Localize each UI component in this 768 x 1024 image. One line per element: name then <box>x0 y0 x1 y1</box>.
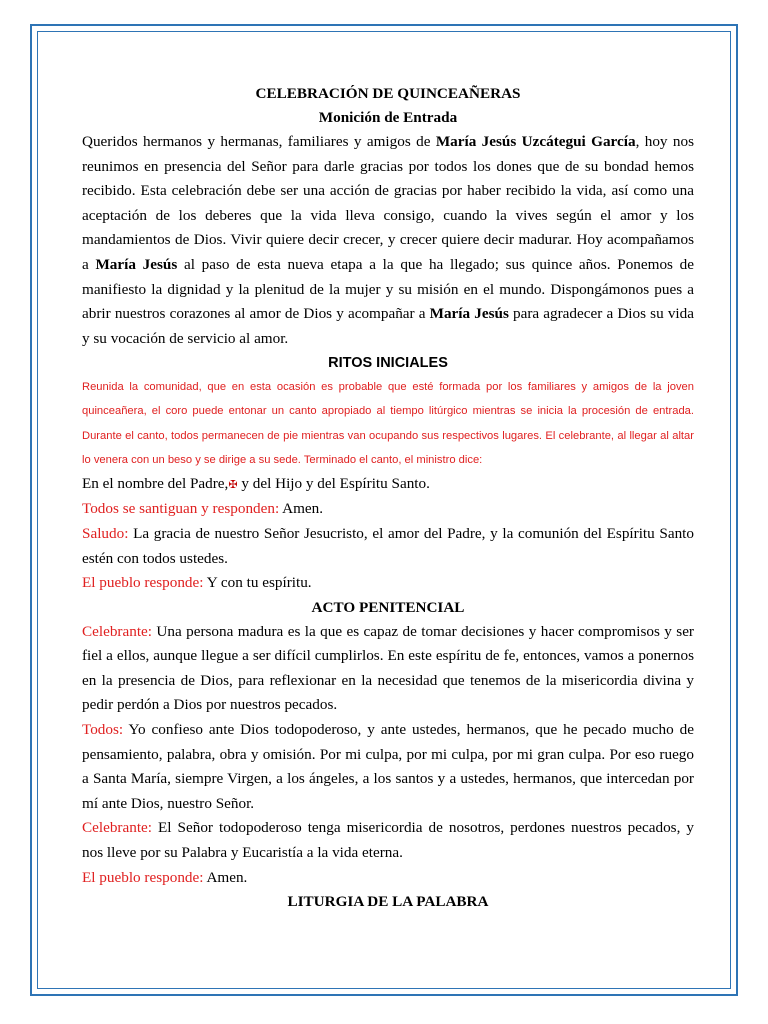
celebrante-text-1: Una persona madura es la que es capaz de tomar decisiones y hacer compromisos y ser fiel a ellos, aunque llegue a ser difícil cumplirlos. En este espíritu de fe, entonces, vamos a ponernos en la presencia de Dios, para reflexionar en la necesidad que tenemos de la misericordia divina y pedir perdón a Dios por nuestros pecados. <box>82 622 694 714</box>
monicion-text-2: , hoy nos reunimos en presencia del Señor para darle gracias por todos los dones que de su bondad hemos recibido. Esta celebración debe ser una acción de gracias por haber recibido la vida, así como una aceptación de los deberes que la vida lleva consigo, cuando la vives según el amor y los mandamientos de Dios. Vivir quiere decir crecer, y crecer quiere decir madurar. Hoy acompañamos a <box>82 133 695 273</box>
pueblo-text-1: Y con tu espíritu. <box>203 574 312 592</box>
santiguan-label: Todos se santiguan y responden: <box>82 500 280 518</box>
cross-icon: ✠ <box>228 478 238 491</box>
monicion-text-3: al paso de esta nueva etapa a la que ha llegado; sus quince años. Ponemos de manifiesto la dignidad y la plenitud de la mujer y su misión en el mundo. Dispongámonos pues a abrir nuestros corazones al amor de Dios y acompañar a <box>82 255 694 323</box>
document-title: CELEBRACIÓN DE QUINCEAÑERAS <box>255 85 521 102</box>
santiguan-text: Amen. <box>279 500 324 518</box>
todos-label: Todos: <box>82 721 124 739</box>
acto-penitencial-heading: ACTO PENITENCIAL <box>311 598 465 616</box>
celebrante-line-2 <box>82 816 694 865</box>
saludo-label: Saludo: <box>82 524 129 542</box>
pueblo-label-2: El pueblo responde: <box>82 868 204 886</box>
saludo-text: La gracia de nuestro Señor Jesucristo, el amor del Padre, y la comunión del Espíritu Santo estén con todos ustedes. <box>82 524 694 567</box>
quinceanera-name-3: María Jesús <box>429 305 509 323</box>
monicion-paragraph <box>82 130 694 351</box>
saludo-line <box>82 522 694 571</box>
document-body <box>82 82 694 914</box>
liturgia-heading: LITURGIA DE LA PALABRA <box>287 893 489 911</box>
quinceanera-name: María Jesús Uzcátegui García <box>435 133 636 150</box>
monicion-text-1: Queridos hermanos y hermanas, familiares y amigos de <box>82 133 436 150</box>
signo-cruz-line <box>82 472 694 498</box>
ritos-heading: RITOS INICIALES <box>328 355 448 372</box>
quinceanera-name-2: María Jesús <box>95 255 178 273</box>
pueblo-response-1 <box>82 571 694 596</box>
todos-text: Yo confieso ante Dios todopoderoso, y ante ustedes, hermanos, que he pecado mucho de pensamiento, palabra, obra y omisión. Por mi culpa, por mi culpa, por mi gran culpa. Por eso ruego a Santa María, siempre Virgen, a los ángeles, a los santos y a ustedes, hermanos, que intercedan por mí ante Dios, nuestro Señor. <box>82 721 694 812</box>
celebrante-label-1: Celebrante: <box>82 622 152 640</box>
signo-text-2: y del Hijo y del Espíritu Santo. <box>237 474 430 492</box>
celebrante-label-2: Celebrante: <box>82 819 152 837</box>
pueblo-label-1: El pueblo responde: <box>82 574 204 592</box>
monicion-heading: Monición de Entrada <box>318 109 458 126</box>
celebrante-line-1 <box>82 620 694 718</box>
todos-confieso <box>82 718 694 816</box>
pueblo-text-2: Amen. <box>203 868 248 886</box>
santiguan-line <box>82 497 694 522</box>
monicion-text-4: para agradecer a Dios su vida y su vocación de servicio al amor. <box>82 305 694 347</box>
signo-text-1: En el nombre del Padre, <box>82 474 229 492</box>
celebrante-text-2: El Señor todopoderoso tenga misericordia de nosotros, perdones nuestros pecados, y nos lleve por su Palabra y Eucaristía a la vida eterna. <box>82 819 694 862</box>
ritos-rubric: Reunida la comunidad, que en esta ocasión es probable que esté formada por los familiares y amigos de la joven quinceañera, el coro puede entonar un canto apropiado al tiempo litúrgico mientras se inicia la procesión de entrada. Durante el canto, todos permanecen de pie mientras van ocupando sus respectivos lugares. El celebrante, al llegar al altar lo venera con un beso y se dirige a su sede. Terminado el canto, el ministro dice: <box>82 381 694 466</box>
pueblo-response-2 <box>82 866 694 891</box>
